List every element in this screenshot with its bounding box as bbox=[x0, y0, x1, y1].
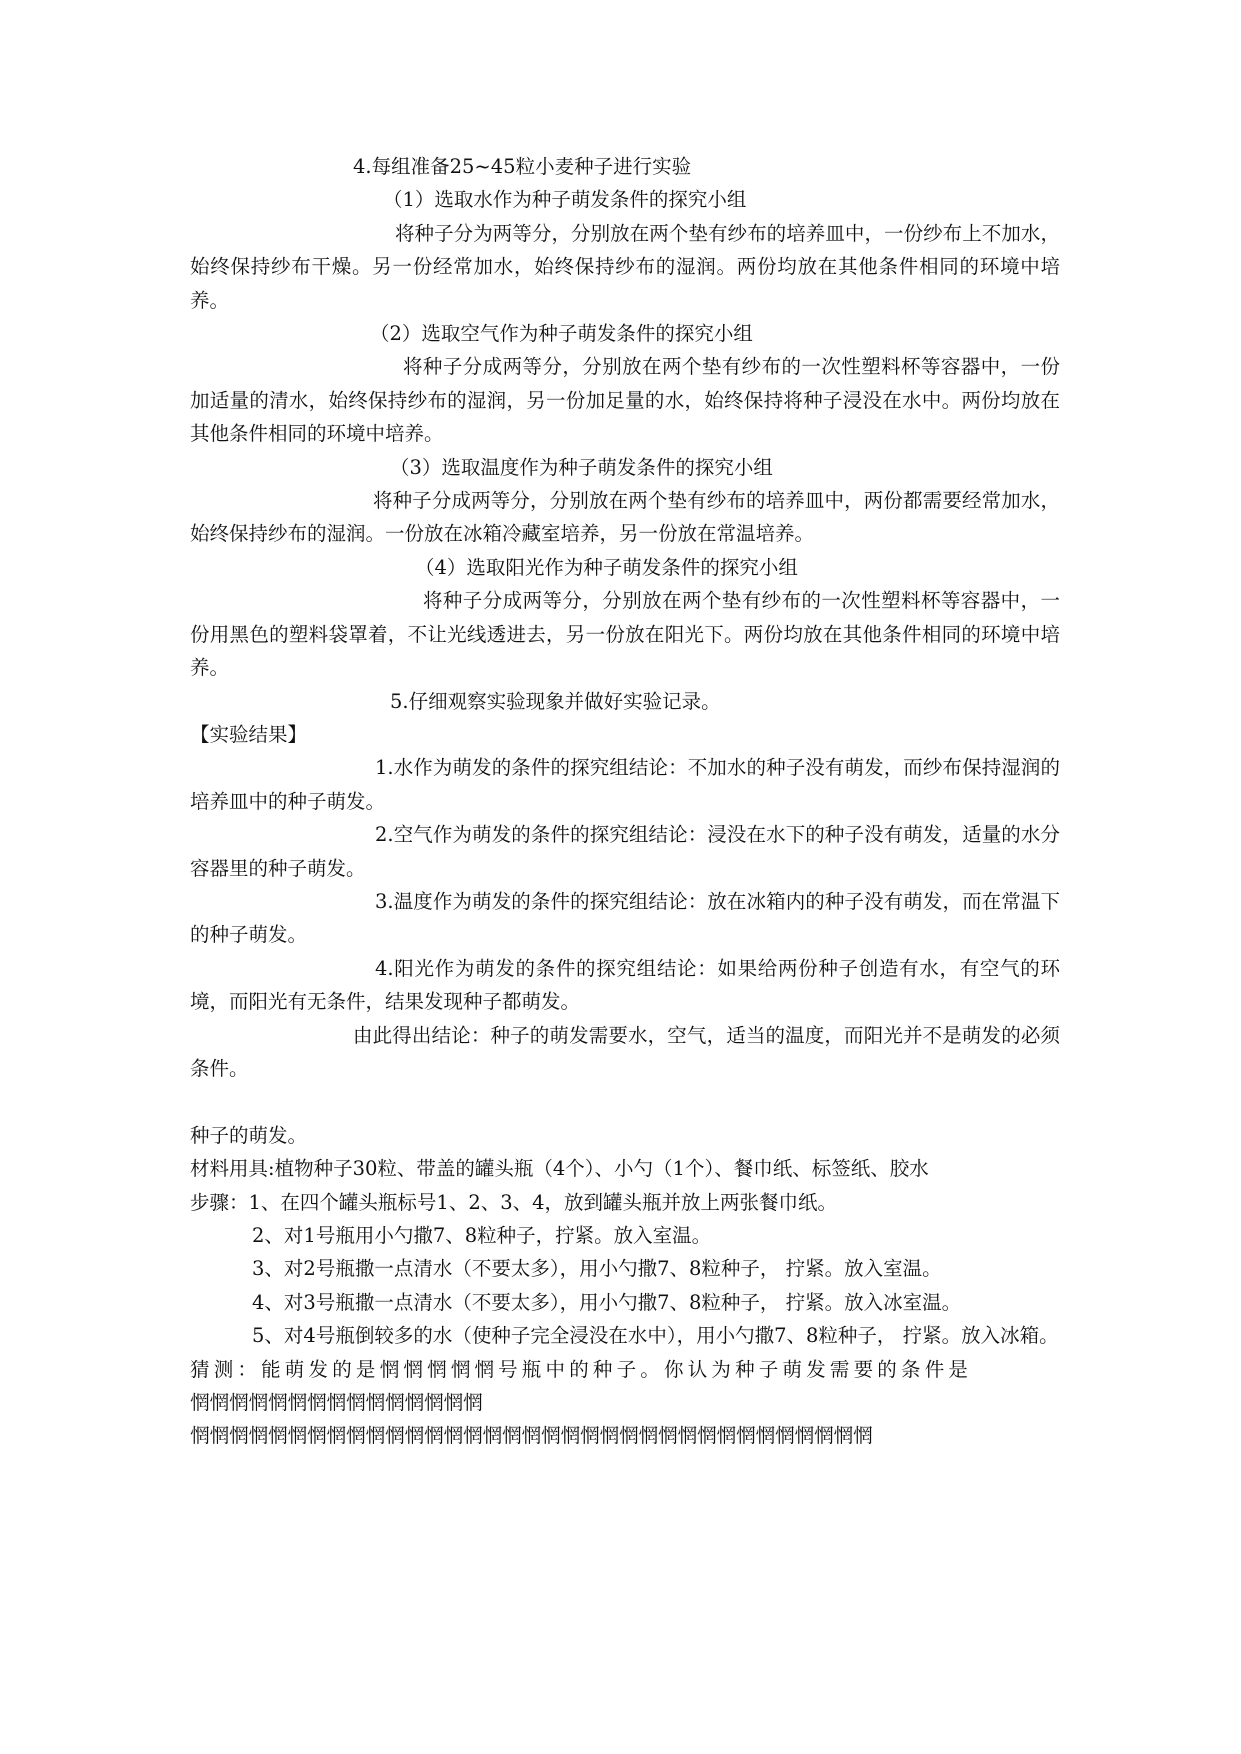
activity-materials: 材料用具:植物种子30粒、带盖的罐头瓶（4个）、小勺（1个）、餐巾纸、标签纸、胶水 bbox=[190, 1157, 929, 1181]
answer-fill-line-2: 惘惘惘惘惘惘惘惘惘惘惘惘惘惘惘惘惘惘惘惘惘惘惘惘惘惘惘惘惘惘惘惘惘惘惘 bbox=[190, 1424, 873, 1448]
group2-body: 将种子分成两等分，分别放在两个垫有纱布的一次性塑料杯等容器中，一份加适量的清水，始终保持纱布的湿润，另一份加足量的水，始终保持将种子浸没在水中。两份均放在其他条件相同的环境中培养。 bbox=[190, 355, 1060, 446]
guess-line: 猜测：能萌发的是惘惘惘惘惘号瓶中的种子。你认为种子萌发需要的条件是 bbox=[190, 1357, 973, 1381]
group4-body: 将种子分成两等分，分别放在两个垫有纱布的一次性塑料杯等容器中，一份用黑色的塑料袋罩着，不让光线透进去，另一份放在阳光下。两份均放在其他条件相同的环境中培养。 bbox=[190, 589, 1060, 680]
document-body bbox=[190, 150, 1060, 1453]
activity-step-1: 步骤：1、在四个罐头瓶标号1、2、3、4，放到罐头瓶并放上两张餐巾纸。 bbox=[190, 1190, 838, 1214]
result-item-2: 2.空气作为萌发的条件的探究组结论：浸没在水下的种子没有萌发，适量的水分容器里的种子萌发。 bbox=[190, 823, 1060, 880]
group3-body: 将种子分成两等分，分别放在两个垫有纱布的培养皿中，两份都需要经常加水，始终保持纱布的湿润。一份放在冰箱冷藏室培养，另一份放在常温培养。 bbox=[190, 489, 1060, 546]
section5-heading: 5.仔细观察实验现象并做好实验记录。 bbox=[390, 689, 721, 713]
results-heading: 【实验结果】 bbox=[190, 722, 308, 746]
group1-body: 将种子分为两等分，分别放在两个垫有纱布的培养皿中，一份纱布上不加水，始终保持纱布干燥。另一份经常加水，始终保持纱布的湿润。两份均放在其他条件相同的环境中培养。 bbox=[190, 221, 1060, 312]
activity-title: 种子的萌发。 bbox=[190, 1123, 308, 1147]
activity-step-3: 3、对2号瓶撒一点清水（不要太多），用小勺撒7、8粒种子， 拧紧。放入室温。 bbox=[252, 1257, 942, 1281]
group4-title: （4）选取阳光作为种子萌发条件的探究小组 bbox=[415, 555, 798, 579]
section4-heading: 4.每组准备25~45粒小麦种子进行实验 bbox=[353, 155, 692, 178]
result-item-3: 3.温度作为萌发的条件的探究组结论：放在冰箱内的种子没有萌发，而在常温下的种子萌发。 bbox=[190, 889, 1060, 947]
answer-fill-line-1: 惘惘惘惘惘惘惘惘惘惘惘惘惘惘惘 bbox=[190, 1391, 483, 1415]
activity-step-5: 5、对4号瓶倒较多的水（使种子完全浸没在水中），用小勺撒7、8粒种子， 拧紧。放入冰箱。 bbox=[252, 1324, 1059, 1348]
activity-step-4: 4、对3号瓶撒一点清水（不要太多），用小勺撒7、8粒种子， 拧紧。放入冰室温。 bbox=[252, 1290, 962, 1314]
group2-title: （2）选取空气作为种子萌发条件的探究小组 bbox=[370, 322, 753, 346]
result-item-4: 4.阳光作为萌发的条件的探究组结论：如果给两份种子创造有水，有空气的环境，而阳光有无条件，结果发现种子都萌发。 bbox=[190, 956, 1060, 1014]
activity-step-2: 2、对1号瓶用小勺撒7、8粒种子，拧紧。放入室温。 bbox=[252, 1223, 712, 1247]
blank-line bbox=[190, 1085, 1060, 1118]
results-conclusion: 由此得出结论：种子的萌发需要水，空气，适当的温度，而阳光并不是萌发的必须条件。 bbox=[190, 1023, 1060, 1080]
group3-title: （3）选取温度作为种子萌发条件的探究小组 bbox=[390, 455, 773, 479]
group1-title: （1）选取水作为种子萌发条件的探究小组 bbox=[383, 188, 747, 212]
result-item-1: 1.水作为萌发的条件的探究组结论：不加水的种子没有萌发，而纱布保持湿润的培养皿中的种子萌发。 bbox=[190, 756, 1060, 813]
